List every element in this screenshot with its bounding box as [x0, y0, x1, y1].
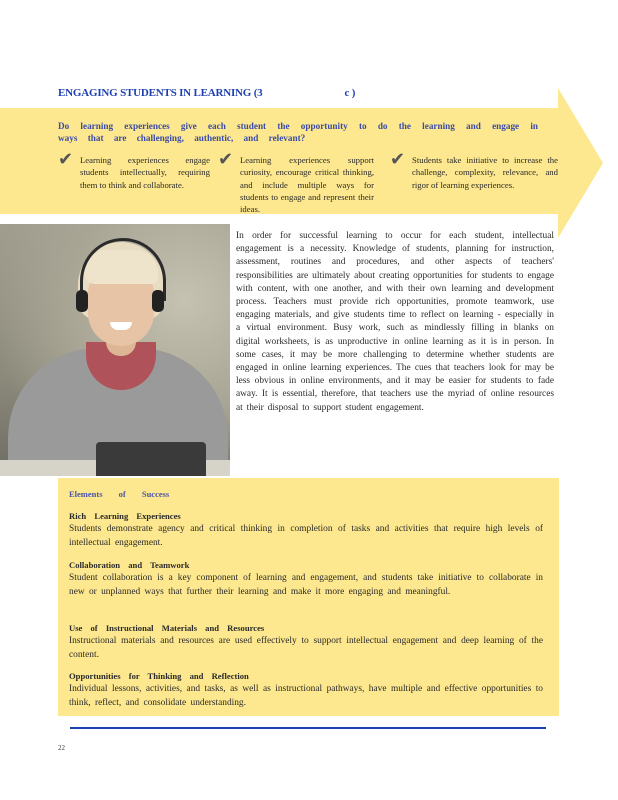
- success-item-title: Use of Instructional Materials and Resources: [69, 623, 265, 633]
- success-item: [69, 559, 543, 599]
- banner-arrow-shape: [558, 88, 603, 238]
- check-icon: ✔: [218, 149, 234, 170]
- success-item: [69, 622, 543, 662]
- elements-of-success-box: [58, 478, 559, 716]
- footer-rule: [70, 727, 546, 729]
- success-item-body: Students demonstrate agency and critical thinking in completion of tasks and activities that require high levels of intellectual engagement.: [69, 524, 543, 548]
- page-number: 22: [58, 744, 65, 752]
- guiding-question: Do learning experiences give each student the opportunity to do the learning and engage in ways that are challenging, authentic, and relevant?: [58, 121, 538, 143]
- check-icon: ✔: [390, 149, 406, 170]
- page-title-fragment: c ): [344, 87, 356, 99]
- success-heading: Elements of Success: [69, 489, 170, 499]
- criteria-text: Students take initiative to increase the challenge, complexity, relevance, and rigor of learning experiences.: [412, 155, 558, 190]
- success-item-body: Instructional materials and resources are used effectively to support intellectual engagement and deep learning of the content.: [69, 636, 543, 660]
- success-item: [69, 510, 543, 550]
- success-item-body: Individual lessons, activities, and tasks, as well as instructional pathways, have multiple and effective opportunities to think, reflect, and consolidate understanding.: [69, 684, 543, 708]
- success-item: [69, 670, 543, 710]
- success-item-title: Opportunities for Thinking and Reflection: [69, 671, 249, 681]
- criteria-text: Learning experiences support curiosity, encourage critical thinking, and include multiple ways for students to engage and represent their ideas.: [240, 155, 374, 215]
- criteria-text: Learning experiences engage students intellectually, requiring them to think and collaborate.: [80, 155, 210, 190]
- check-icon: ✔: [58, 149, 74, 170]
- success-item-title: Collaboration and Teamwork: [69, 560, 190, 570]
- success-item-title: Rich Learning Experiences: [69, 511, 181, 521]
- body-paragraph: In order for successful learning to occur for each student, intellectual engagement is a necessity. Knowledge of students, planning for instruction, assessment, routines and procedures, and other aspects of teachers' responsibilities are ultimately about creating opportunities for students to engage with content, with one another, and with their own learning and development process. Teachers must provide rich opportunities, promote teamwork, use engaging materials, and give students time to reflect on learning - especially in a virtual environment. Busy work, such as mindlessly filling in blanks on digital worksheets, is as unproductive in online learning as it is in person. In some cases, it may be more challenging to determine whether students are engaged in online learning experiences. The cues that teachers look for may be less obvious in online environments, and it may be easier for students to fade away. It is essential, therefore, that teachers use the myriad of online resources at their disposal to support student engagement.: [236, 231, 554, 413]
- success-item-body: Student collaboration is a key component of learning and engagement, and students take initiative to collaborate in new or unplanned ways that further their learning and make it more engaging and meaningful.: [69, 573, 543, 597]
- page-title: [58, 87, 355, 99]
- student-photo: [0, 224, 230, 476]
- page-title-main: ENGAGING STUDENTS IN LEARNING (3: [58, 87, 263, 99]
